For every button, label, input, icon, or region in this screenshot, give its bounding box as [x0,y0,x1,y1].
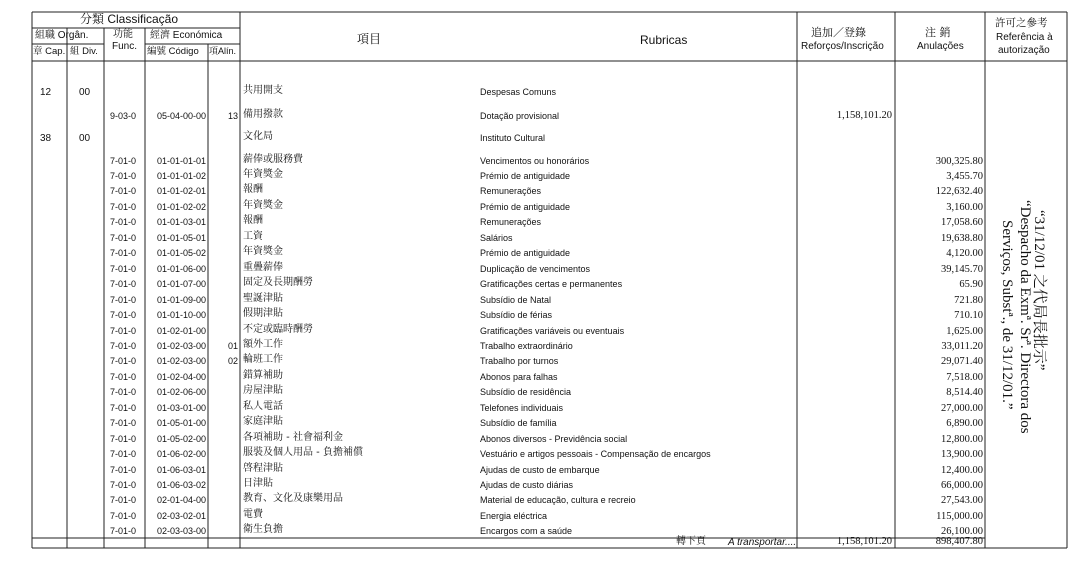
cell-anulacao: 39,145.70 [941,264,983,275]
cell-item-zh: 衛生負擔 [243,524,283,535]
cell-anulacao: 12,400.00 [941,465,983,476]
header-rubricas: Rubricas [640,33,688,47]
header-ref-pt1: Referência à [996,32,1053,43]
cell-code: 01-01-02-02 [157,202,207,212]
cell-item-zh: 服裝及個人用品 - 負擔補償 [243,447,363,458]
cell-item-zh: 報酬 [243,184,263,195]
cell-item-zh: 各項補助 - 社會福利金 [243,432,343,443]
header-cap: 章 Cap. [33,46,66,57]
footer-transport-pt: A transportar.... [728,537,797,548]
cell-item-zh: 文化局 [243,131,273,142]
footer-anulacao-total: 898,407.80 [935,536,983,547]
cell-rubrica: Ajudas de custo diárias [480,480,574,490]
cell-code: 02-03-02-01 [157,511,207,521]
cell-item-zh: 重疊薪俸 [243,262,283,273]
cell-anulacao: 4,120.00 [946,248,983,259]
cell-code: 01-01-02-01 [157,186,207,196]
cell-anulacao: 710.10 [954,310,983,321]
header-ref-zh: 許可之參考 [995,17,1048,29]
cell-rubrica: Trabalho extraordinário [480,341,573,351]
cell-rubrica: Salários [480,233,513,243]
cell-rubrica: Gratificações variáveis ou eventuais [480,326,625,336]
authorization-note-line3: Serviços, Substª., de 31/12/01.” [999,220,1015,410]
cell-item-zh: 啓程津貼 [243,463,283,474]
cell-code: 01-01-06-00 [157,264,207,274]
cell-func: 7-01-0 [110,217,137,227]
cell-anulacao: 721.80 [954,295,983,306]
cell-func: 7-01-0 [110,434,137,444]
cell-item-zh: 備用撥款 [243,109,283,120]
cell-code: 01-02-03-00 [157,356,207,366]
cell-anulacao: 33,011.20 [941,341,983,352]
cell-func: 7-01-0 [110,403,137,413]
cell-rubrica: Remunerações [480,217,542,227]
header-func-zh: 功能 [113,29,133,40]
cell-rubrica: Prémio de antiguidade [480,248,571,258]
cell-code: 01-01-09-00 [157,295,207,305]
cell-item-zh: 聖誕津貼 [243,293,283,304]
cell-anulacao: 115,000.00 [936,511,983,522]
cell-code: 02-03-03-00 [157,526,207,536]
cell-code: 01-05-02-00 [157,434,207,444]
cell-anulacao: 6,890.00 [946,418,983,429]
cell-item-zh: 日津貼 [243,478,273,489]
cell-anulacao: 29,071.40 [941,356,983,367]
cell-func: 7-01-0 [110,326,137,336]
header-item-zh: 項目 [357,32,382,46]
cell-item-zh: 薪俸或服務費 [243,154,303,165]
cell-rubrica: Subsídio de Natal [480,295,552,305]
cell-item-zh: 輪班工作 [243,354,283,365]
cell-anulacao: 27,000.00 [941,403,983,414]
authorization-note [993,200,1053,440]
cell-anulacao: 26,100.00 [941,526,983,537]
cell-code: 01-01-03-01 [157,217,207,227]
header-alin: 項Alín. [209,46,237,56]
cell-func: 7-01-0 [110,233,137,243]
cell-item-zh: 不定或臨時酬勞 [243,324,313,335]
cell-div: 00 [79,133,91,144]
cell-item-zh: 工資 [243,231,263,242]
cell-reforco: 1,158,101.20 [836,110,892,121]
cell-rubrica: Dotação provisional [480,111,560,121]
cell-item-zh: 報酬 [243,215,263,226]
footer-reforco-total: 1,158,101.20 [836,536,892,547]
cell-rubrica: Energia eléctrica [480,511,548,521]
authorization-note-line2: “Despacho da Exmª. Srª. Directora dos [1017,200,1033,434]
cell-rubrica: Vencimentos ou honorários [480,156,590,166]
cell-code: 05-04-00-00 [157,111,207,121]
cell-rubrica: Telefones individuais [480,403,564,413]
cell-item-zh: 房屋津貼 [243,385,283,396]
cell-code: 01-02-04-00 [157,372,207,382]
cell-func: 7-01-0 [110,202,137,212]
cell-code: 01-02-06-00 [157,387,207,397]
header-economica: 經濟 Económica [150,30,223,41]
cell-rubrica: Encargos com a saúde [480,526,573,536]
cell-func: 7-01-0 [110,372,137,382]
cell-anulacao: 122,632.40 [935,186,983,197]
cell-func: 7-01-0 [110,418,137,428]
cell-rubrica: Despesas Comuns [480,87,557,97]
cell-rubrica: Duplicação de vencimentos [480,264,591,274]
cell-anulacao: 17,058.60 [941,217,983,228]
cell-func: 7-01-0 [110,449,137,459]
cell-func: 7-01-0 [110,171,137,181]
cell-anulacao: 1,625.00 [946,326,983,337]
cell-alin: 01 [228,341,239,351]
cell-func: 7-01-0 [110,264,137,274]
cell-func: 7-01-0 [110,465,137,475]
cell-rubrica: Abonos para falhas [480,372,558,382]
cell-alin: 13 [228,111,239,121]
cell-rubrica: Material de educação, cultura e recreio [480,495,636,505]
cell-item-zh: 額外工作 [243,339,283,350]
cell-item-zh: 共用開支 [243,85,283,96]
cell-func: 7-01-0 [110,310,137,320]
cell-func: 7-01-0 [110,156,137,166]
cell-code: 01-02-03-00 [157,341,207,351]
cell-anulacao: 8,514.40 [946,387,983,398]
authorization-note-line1: “31/12/01 之代局長批示” [1031,210,1047,371]
cell-rubrica: Abonos diversos - Previdência social [480,434,628,444]
cell-anulacao: 7,518.00 [946,372,983,383]
cell-code: 01-01-10-00 [157,310,207,320]
cell-rubrica: Prémio de antiguidade [480,171,571,181]
header-codigo: 編號 Código [147,46,199,57]
cell-item-zh: 電費 [243,509,263,520]
header-func: Func. [112,41,138,52]
header-div: 組 Div. [70,46,98,57]
cell-item-zh: 年資獎金 [243,200,283,211]
cell-item-zh: 固定及長期酬勞 [243,277,313,288]
cell-code: 01-01-01-02 [157,171,207,181]
cell-anulacao: 300,325.80 [935,156,983,167]
cell-rubrica: Vestuário e artigos pessoais - Compensação de encargos [480,449,711,459]
cell-func: 7-01-0 [110,480,137,490]
cell-anulacao: 13,900.00 [941,449,983,460]
cell-code: 01-01-05-01 [157,233,207,243]
cell-item-zh: 假期津貼 [243,308,283,319]
cell-code: 01-06-03-01 [157,465,207,475]
cell-anulacao: 19,638.80 [941,233,983,244]
cell-func: 7-01-0 [110,356,137,366]
cell-code: 01-06-02-00 [157,449,207,459]
header-reforcos: Reforços/Inscrição [801,41,884,52]
header-ref-pt2: autorização [998,45,1050,56]
cell-code: 01-01-01-01 [157,156,207,166]
cell-func: 7-01-0 [110,248,137,258]
cell-func: 7-01-0 [110,495,137,505]
cell-rubrica: Subsídio de residência [480,387,572,397]
header-anulacoes-zh: 注 銷 [925,26,951,39]
cell-func: 7-01-0 [110,295,137,305]
cell-rubrica: Subsídio de família [480,418,557,428]
cell-rubrica: Trabalho por turnos [480,356,559,366]
cell-anulacao: 3,160.00 [946,202,983,213]
cell-anulacao: 3,455.70 [946,171,983,182]
cell-rubrica: Instituto Cultural [480,133,546,143]
cell-code: 01-05-01-00 [157,418,207,428]
footer-transport-zh: 轉下頁 [676,536,706,547]
header-reforcos-zh: 追加／登錄 [811,26,866,39]
cell-anulacao: 27,543.00 [941,495,983,506]
cell-item-zh: 家庭津貼 [243,416,283,427]
cell-func: 7-01-0 [110,279,137,289]
cell-rubrica: Prémio de antiguidade [480,202,571,212]
cell-func: 7-01-0 [110,186,137,196]
cell-cap: 38 [40,133,52,144]
cell-alin: 02 [228,356,239,366]
cell-code: 01-06-03-02 [157,480,207,490]
cell-func: 7-01-0 [110,341,137,351]
cell-cap: 12 [40,87,52,98]
cell-anulacao: 66,000.00 [941,480,983,491]
cell-code: 01-01-05-02 [157,248,207,258]
cell-code: 01-03-01-00 [157,403,207,413]
header-organ: 組職 Orgân. [35,30,89,41]
cell-item-zh: 教育、文化及康樂用品 [243,493,343,504]
cell-func: 7-01-0 [110,526,137,536]
cell-rubrica: Gratificações certas e permanentes [480,279,623,289]
cell-rubrica: Ajudas de custo de embarque [480,465,600,475]
cell-item-zh: 錯算補助 [243,370,283,381]
cell-func: 7-01-0 [110,511,137,521]
header-classificacao: 分類 Classificação [80,12,179,26]
header-anulacoes: Anulações [917,41,964,52]
cell-rubrica: Subsídio de férias [480,310,553,320]
cell-func: 7-01-0 [110,387,137,397]
cell-item-zh: 私人電話 [243,401,283,412]
cell-item-zh: 年資獎金 [243,246,283,257]
cell-anulacao: 65.90 [959,279,983,290]
cell-code: 02-01-04-00 [157,495,207,505]
cell-anulacao: 12,800.00 [941,434,983,445]
cell-code: 01-01-07-00 [157,279,207,289]
cell-div: 00 [79,87,91,98]
cell-item-zh: 年資獎金 [243,169,283,180]
cell-code: 01-02-01-00 [157,326,207,336]
cell-rubrica: Remunerações [480,186,542,196]
cell-func: 9-03-0 [110,111,137,121]
